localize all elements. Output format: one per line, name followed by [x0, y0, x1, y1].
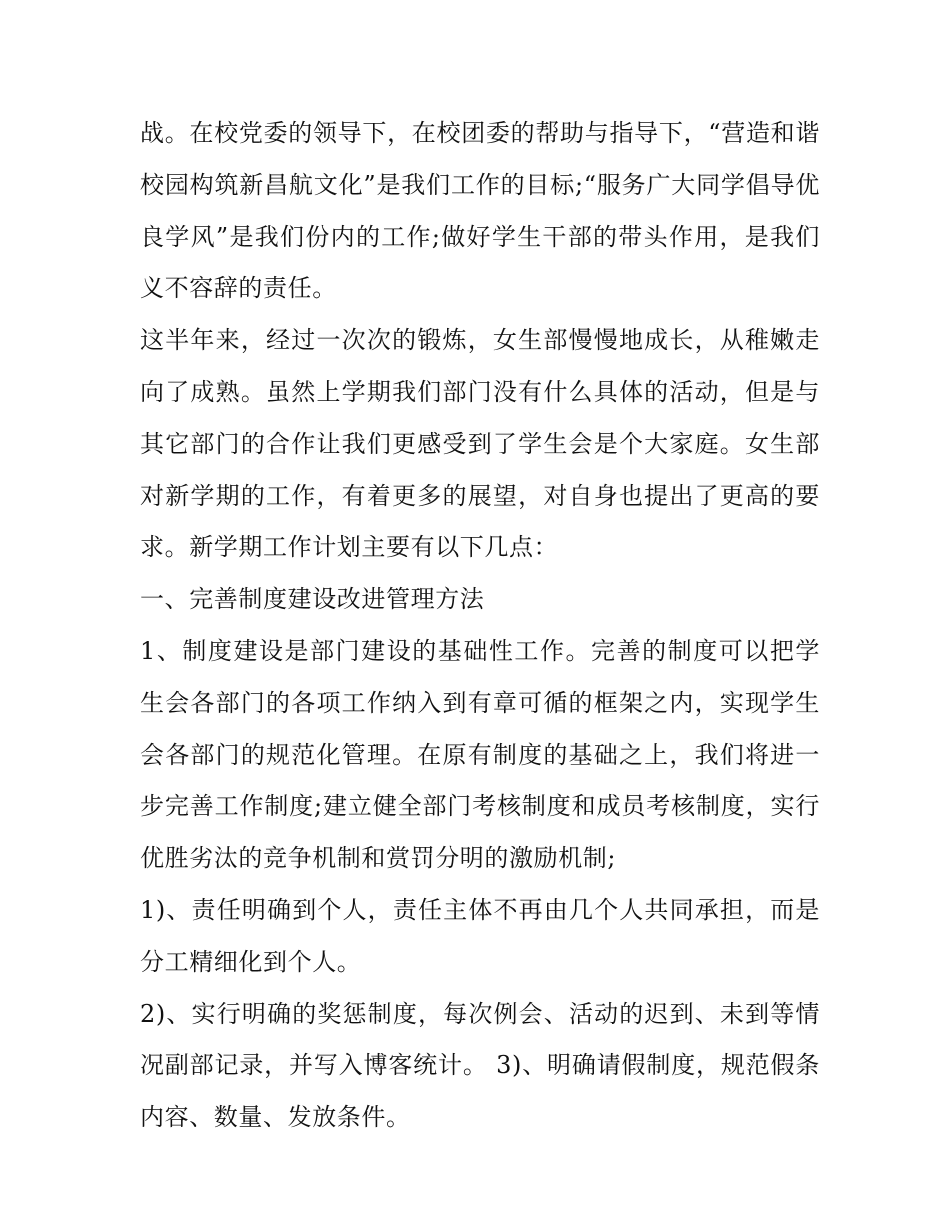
paragraph-half-year-review: 这半年来，经过一次次的锻炼，女生部慢慢地成长，从稚嫩走向了成熟。虽然上学期我们部门没有什么具体的活动，但是与其它部门的合作让我们更感受到了学生会是个大家庭。女生部对新学期的工作，有着更多的展望，对自身也提出了更高的要求。新学期工作计划主要有以下几点： [140, 326, 820, 562]
document-body [140, 108, 820, 1144]
paragraph-subitem-2-3: 2)、实行明确的奖惩制度，每次例会、活动的迟到、未到等情况副部记录，并写入博客统计。 3)、明确请假制度，规范假条内容、数量、发放条件。 [140, 999, 820, 1132]
paragraph-subitem-1: 1)、责任明确到个人，责任主体不再由几个人共同承担，而是分工精细化到个人。 [140, 895, 820, 976]
paragraph-item-1: 1、制度建设是部门建设的基础性工作。完善的制度可以把学生会各部门的各项工作纳入到有章可循的框架之内，实现学生会各部门的规范化管理。在原有制度的基础之上，我们将进一步完善工作制度;建立健全部门考核制度和成员考核制度，实行优胜劣汰的竞争机制和赏罚分明的激励机制; [140, 636, 820, 873]
section-heading-system-construction: 一、完善制度建设改进管理方法 [140, 585, 485, 614]
paragraph-intro-continued: 战。在校党委的领导下，在校团委的帮助与指导下，“营造和谐校园构筑新昌航文化”是我们工作的目标;“服务广大同学倡导优良学风”是我们份内的工作;做好学生干部的带头作用，是我们义不容辞的责任。 [140, 119, 820, 303]
